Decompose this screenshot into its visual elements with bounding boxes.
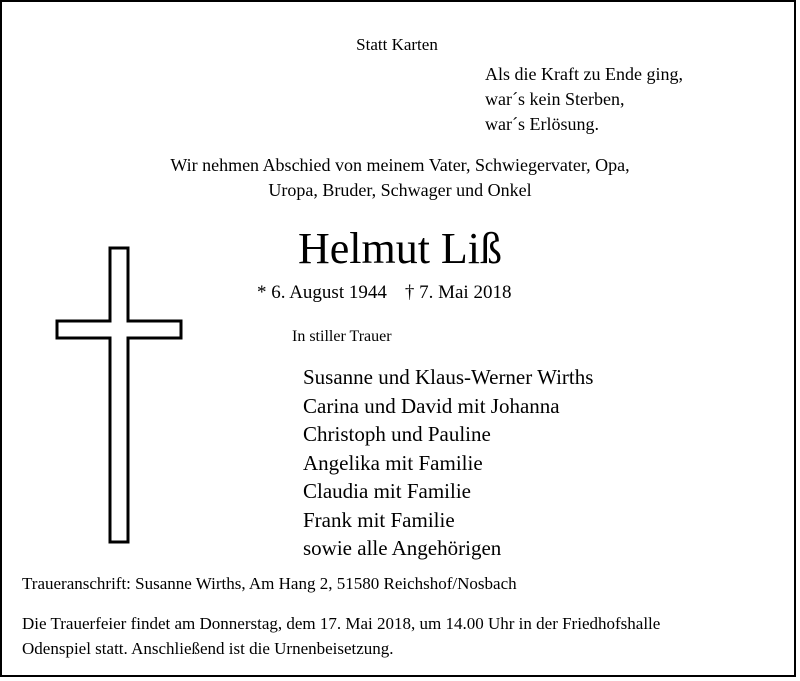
birth-date: * 6. August 1944 [257,282,387,303]
mourner-entry: Angelika mit Familie [303,450,483,475]
mourning-label: In stiller Trauer [292,328,392,345]
cross-icon [54,245,184,545]
mourner-entry: Susanne und Klaus-Werner Wirths [303,365,594,389]
life-dates [257,282,511,304]
verse [485,62,683,137]
mourning-address: Traueranschrift: Susanne Wirths, Am Hang 2, 51580 Reichshof/Nosbach [22,574,517,593]
ceremony-info [22,611,660,661]
verse-line: war´s kein Sterben, [485,89,625,109]
mourner-entry: Frank mit Familie [303,507,455,532]
intro-line: Wir nehmen Abschied von meinem Vater, Schwiegervater, Opa, [170,155,630,175]
death-date: † 7. Mai 2018 [404,282,512,303]
verse-line: war´s Erlösung. [485,114,599,134]
mourner-entry: sowie alle Angehörigen [303,536,502,560]
header-text: Statt Karten [356,35,438,54]
deceased-name: Helmut Liß [297,224,503,273]
verse-line: Als die Kraft zu Ende ging, [485,64,683,84]
mourner-entry: Christoph und Pauline [303,422,491,446]
mourners-list [303,363,593,563]
ceremony-line: Odenspiel statt. Anschließend ist die Urnenbeisetzung. [22,639,394,658]
ceremony-line: Die Trauerfeier findet am Donnerstag, dem 17. Mai 2018, um 14.00 Uhr in der Friedhofshalle [22,614,661,633]
mourner-entry: Carina und David mit Johanna [303,393,560,418]
intro-text [2,153,798,203]
mourner-entry: Claudia mit Familie [303,479,471,503]
intro-line: Uropa, Bruder, Schwager und Onkel [268,180,532,200]
